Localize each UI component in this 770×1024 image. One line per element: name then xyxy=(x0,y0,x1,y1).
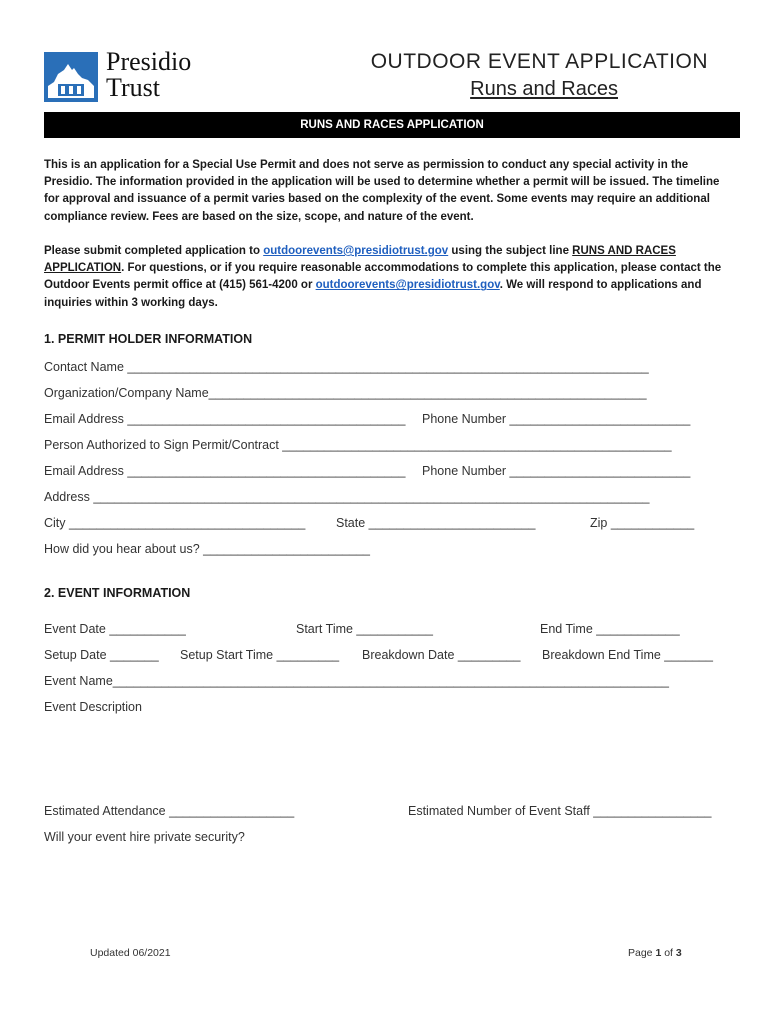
event-staff-field[interactable]: Estimated Number of Event Staff _________________ xyxy=(408,804,712,818)
breakdown-end-time-field[interactable]: Breakdown End Time _______ xyxy=(542,648,713,662)
intro-paragraph: This is an application for a Special Use Permit and does not serve as permission to conduct any special activity in the Presidio. The information provided in the application will be used to determine whether a permit will be issued. The timeline for approval and issuance of a permit varies based on the complexity of the event. Some events may require an additional compliance review. Fees are based on the size, scope, and nature of the event. xyxy=(44,159,720,223)
section-event-info-heading: 2. EVENT INFORMATION xyxy=(44,586,191,600)
event-name-field[interactable]: Event Name________________________________________________________________________________ xyxy=(44,674,669,688)
section-permit-holder-heading: 1. PERMIT HOLDER INFORMATION xyxy=(44,332,253,346)
phone-field-1[interactable]: Phone Number __________________________ xyxy=(422,412,691,426)
email-field-1[interactable]: Email Address ________________________________________ xyxy=(44,412,406,426)
application-banner: RUNS AND RACES APPLICATION xyxy=(44,112,740,138)
email-link[interactable]: outdoorevents@presidiotrust.gov xyxy=(263,245,449,257)
attendance-field[interactable]: Estimated Attendance __________________ xyxy=(44,804,295,818)
setup-start-time-field[interactable]: Setup Start Time _________ xyxy=(180,648,340,662)
referral-field[interactable]: How did you hear about us? ________________________ xyxy=(44,542,370,556)
setup-date-field[interactable]: Setup Date _______ xyxy=(44,648,159,662)
organization-field[interactable]: Organization/Company Name_______________________________________________________________ xyxy=(44,386,647,400)
zip-field[interactable]: Zip ____________ xyxy=(590,516,695,530)
document-subtitle: Runs and Races xyxy=(470,78,618,100)
event-description-label[interactable]: Event Description xyxy=(44,700,142,714)
contact-name-field[interactable]: Contact Name ___________________________________________________________________________ xyxy=(44,360,649,374)
updated-date: Updated 06/2021 xyxy=(90,947,171,959)
phone-field-2[interactable]: Phone Number __________________________ xyxy=(422,464,691,478)
document-title: OUTDOOR EVENT APPLICATION xyxy=(370,50,708,73)
submission-paragraph: Please submit completed application to outdoorevents@presidiotrust.gov using the subject line RUNS AND RACES APPLICATION. For questions, or if you require reasonable accommodations to complete this application, please contact the Outdoor Events permit office at (415) 561-4200 or outdoorevents@presidiotrust.gov. We will respond to applications and inquiries within 3 working days. xyxy=(44,245,722,309)
page-number: Page 1 of 3 xyxy=(628,947,682,959)
event-date-field[interactable]: Event Date ___________ xyxy=(44,622,186,636)
address-field[interactable]: Address ________________________________________________________________________________ xyxy=(44,490,650,504)
private-security-field[interactable]: Will your event hire private security? xyxy=(44,830,245,844)
breakdown-date-field[interactable]: Breakdown Date _________ xyxy=(362,648,521,662)
authorized-signer-field[interactable]: Person Authorized to Sign Permit/Contract ________________________________________________________ xyxy=(44,438,672,452)
logo-wordmark: Presidio Trust xyxy=(106,47,192,102)
state-field[interactable]: State ________________________ xyxy=(336,516,536,530)
start-time-field[interactable]: Start Time ___________ xyxy=(296,622,433,636)
email-link-2[interactable]: outdoorevents@presidiotrust.gov xyxy=(315,279,500,292)
email-field-2[interactable]: Email Address ________________________________________ xyxy=(44,464,406,478)
subject-line: RUNS AND RACES APPLICATION xyxy=(44,245,676,275)
city-field[interactable]: City __________________________________ xyxy=(44,516,306,530)
end-time-field[interactable]: End Time ____________ xyxy=(540,622,680,636)
